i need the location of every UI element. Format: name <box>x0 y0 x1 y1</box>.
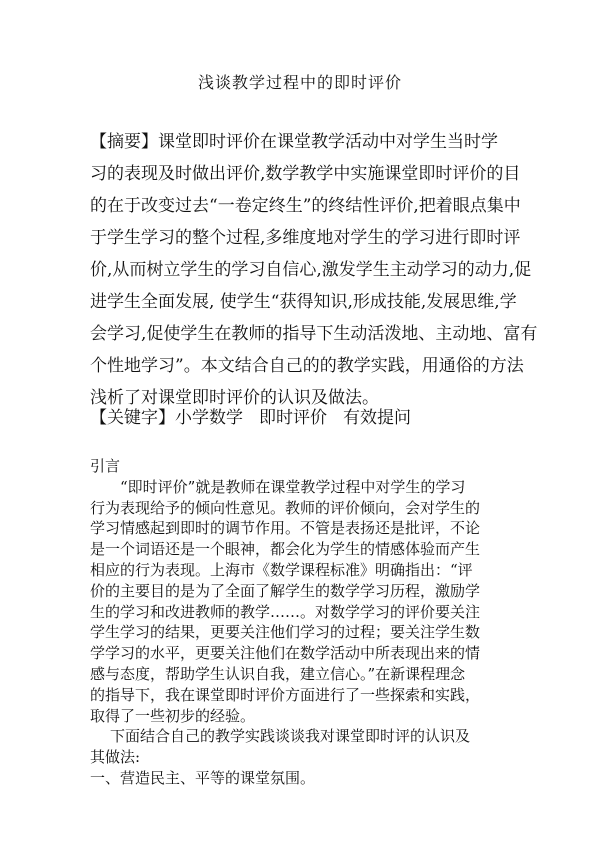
paragraph-line: 其做法: <box>90 748 141 767</box>
paragraph-line: 学生学习的结果，更要关注他们学习的过程；要关注学生数 <box>90 623 481 642</box>
paragraph-line: 价的主要目的是为了全面了解学生的数学学习历程，激励学 <box>90 581 481 600</box>
keywords-label: 【关键字】 <box>90 408 175 428</box>
paragraph-line: 的指导下，我在课堂即时评价方面进行了一些探索和实践， <box>90 685 481 704</box>
abstract-line: 【摘要】课堂即时评价在课堂教学活动中对学生当时学 <box>90 132 498 152</box>
abstract-block <box>90 126 538 414</box>
keyword-item: 有效提问 <box>343 408 411 428</box>
paragraph-line: 相应的行为表现。上海市《数学课程标准》明确指出：“评 <box>90 560 473 579</box>
body-text <box>90 456 515 789</box>
paragraph-line: 是一个词语还是一个眼神，都会化为学生的情感体验而产生 <box>90 540 481 559</box>
abstract-line: 进学生全面发展, 使学生“获得知识,形成技能,发展思维,学 <box>90 292 517 312</box>
paragraph-line: 感与态度，帮助学生认识自我，建立信心。”在新课程理念 <box>90 664 466 683</box>
paragraph-line: 生的学习和改进教师的教学……。对数学学习的评价要关注 <box>90 602 481 621</box>
abstract-line: 的在于改变过去“一卷定终生”的终结性评价,把着眼点集中 <box>90 196 521 216</box>
keywords-line <box>90 404 515 432</box>
keyword-item: 即时评价 <box>259 408 327 428</box>
abstract-line: 习的表现及时做出评价,数学教学中实施课堂即时评价的目 <box>90 164 521 184</box>
abstract-line: 价,从而树立学生的学习自信心,激发学生主动学习的动力,促 <box>90 260 532 280</box>
keyword-item: 小学数学 <box>175 408 243 428</box>
paragraph-line: “即时评价”就是教师在课堂教学过程中对学生的学习 <box>120 477 466 496</box>
abstract-line: 于学生学习的整个过程,多维度地对学生的学习进行即时评 <box>90 228 521 248</box>
paragraph-line: 学学习的水平，更要关注他们在数学活动中所表现出来的情 <box>90 644 481 663</box>
page-title: 浅谈教学过程中的即时评价 <box>197 73 402 92</box>
section-heading-1: 一、营造民主、平等的课堂氛围。 <box>90 768 316 787</box>
abstract-line: 会学习,促使学生在教师的指导下生动活泼地、主动地、富有 <box>90 324 538 344</box>
abstract-line: 个性地学习”。本文结合自己的的教学实践，用通俗的方法 <box>90 356 524 376</box>
section-heading-intro: 引言 <box>90 457 121 475</box>
paragraph-line: 学习情感起到即时的调节作用。不管是表扬还是批评，不论 <box>90 519 481 538</box>
abstract-line: 浅析了对课堂即时评价的认识及做法。 <box>90 388 379 408</box>
paragraph-line: 取得了一些初步的经验。 <box>90 706 256 725</box>
paragraph-line: 下面结合自己的教学实践谈谈我对课堂即时评的认识及 <box>110 727 471 746</box>
paragraph-line: 行为表现给予的倾向性意见。教师的评价倾向，会对学生的 <box>90 498 481 517</box>
